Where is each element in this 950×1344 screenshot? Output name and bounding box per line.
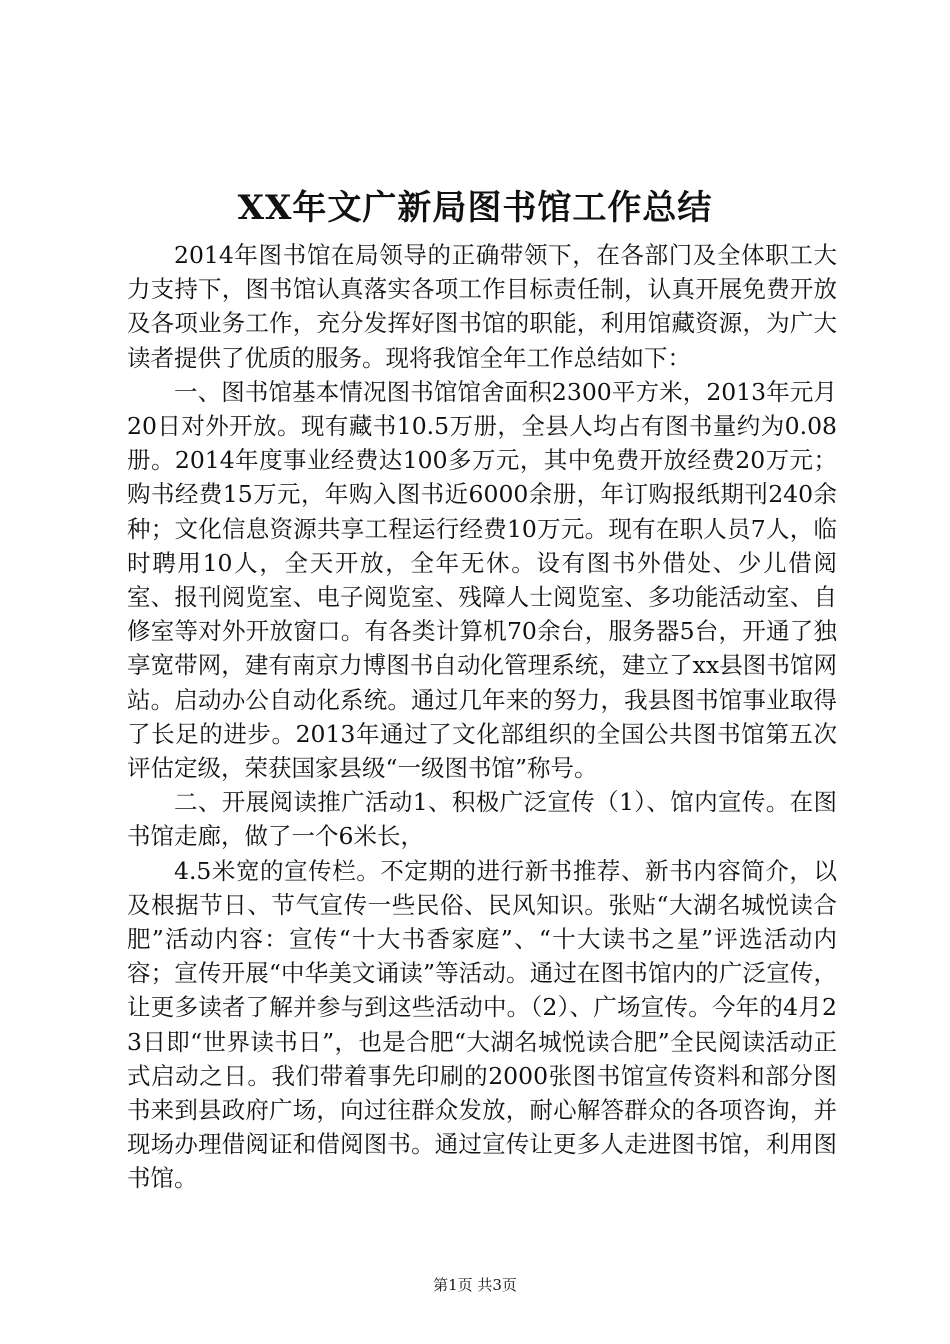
page-number-footer: 第1页 共3页 bbox=[433, 1276, 517, 1294]
paragraph-publicity: 4.5米宽的宣传栏。不定期的进行新书推荐、新书内容简介，以及根据节日、节气宣传一些民俗、民风知识。张贴“大湖名城悦读合肥”活动内容：宣传“十大书香家庭”、“十大读书之星”评选活动内容；宣传开展“中华美文诵读”等活动。通过在图书馆内的广泛宣传，让更多读者了解并参与到这些活动中。（2）、广场宣传。今年的4月23日即“世界读书日”，也是合肥“大湖名城悦读合肥”全民阅读活动正式启动之日。我们带着事先印刷的2000张图书馆宣传资料和部分图书来到县政府广场，向过往群众发放，耐心解答群众的各项咨询，并现场办理借阅证和借阅图书。通过宣传让更多人走进图书馆，利用图书馆。 bbox=[127, 856, 837, 1193]
paragraph-intro: 2014年图书馆在局领导的正确带领下，在各部门及全体职工大力支持下，图书馆认真落实各项工作目标责任制，认真开展免费开放及各项业务工作，充分发挥好图书馆的职能，利用馆藏资源，为广大读者提供了优质的服务。现将我馆全年工作总结如下： bbox=[127, 241, 837, 372]
document-body bbox=[127, 238, 837, 1196]
document-title: XX年文广新局图书馆工作总结 bbox=[237, 188, 713, 228]
paragraph-reading-promotion: 二、开展阅读推广活动1、积极广泛宣传（1）、馆内宣传。在图书馆走廊，做了一个6米长， bbox=[127, 788, 837, 851]
paragraph-basic-info: 一、图书馆基本情况图书馆馆舍面积2300平方米，2013年元月20日对外开放。现有藏书10.5万册，全县人均占有图书量约为0.08册。2014年度事业经费达100多万元，其中免费开放经费20万元；购书经费15万元，年购入图书近6000余册，年订购报纸期刊240余种；文化信息资源共享工程运行经费10万元。现有在职人员7人，临时聘用10人，全天开放，全年无休。设有图书外借处、少儿借阅室、报刊阅览室、电子阅览室、残障人士阅览室、多功能活动室、自修室等对外开放窗口。有各类计算机70余台，服务器5台，开通了独享宽带网，建有南京力博图书自动化管理系统，建立了xx县图书馆网站。启动办公自动化系统。通过几年来的努力，我县图书馆事业取得了长足的进步。2013年通过了文化部组织的全国公共图书馆第五次评估定级，荣获国家县级“一级图书馆”称号。 bbox=[127, 377, 837, 783]
